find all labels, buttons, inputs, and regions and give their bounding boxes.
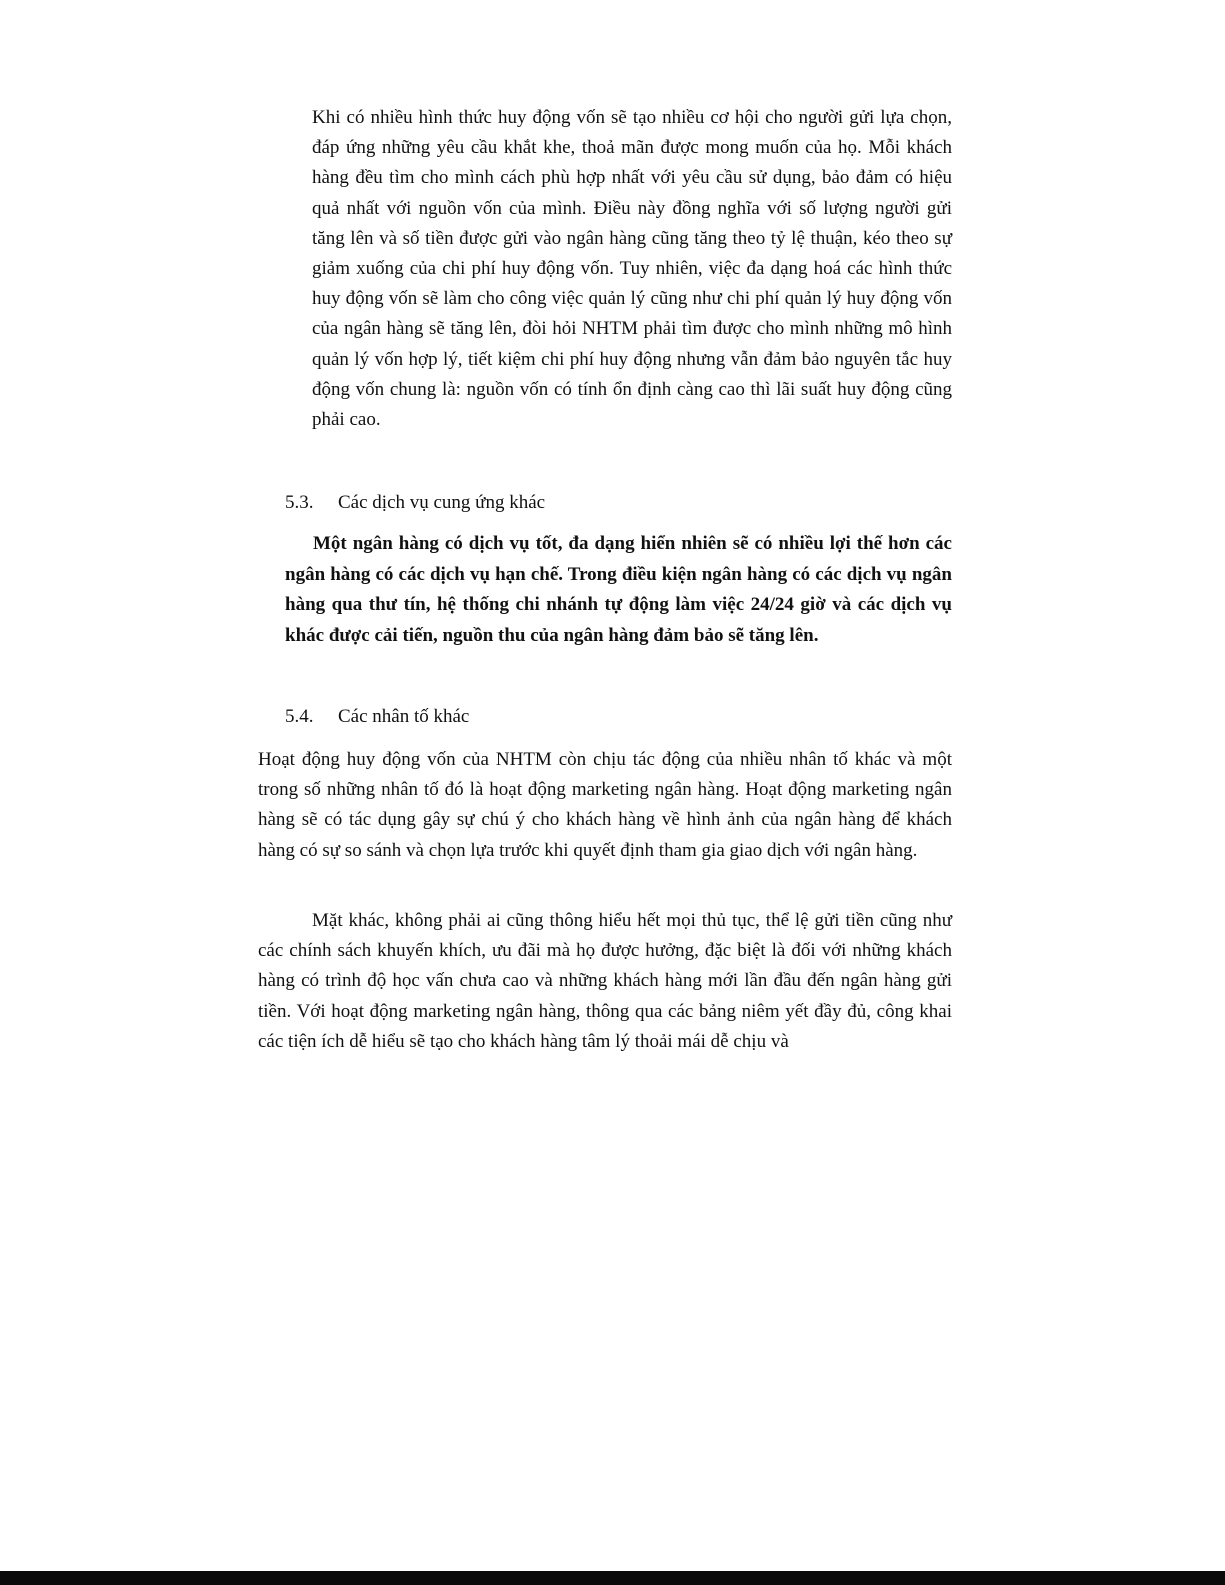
- section-5-3-paragraph: Một ngân hàng có dịch vụ tốt, đa dạng hiển nhiên sẽ có nhiều lợi thế hơn các ngân hàng có các dịch vụ hạn chế. Trong điều kiện ngân hàng có các dịch vụ ngân hàng qua thư tín, hệ thống chi nhánh tự động làm việc 24/24 giờ và các dịch vụ khác được cải tiến, nguồn thu của ngân hàng đảm bảo sẽ tăng lên.: [285, 533, 952, 646]
- section-5-4-paragraph-1: Hoạt động huy động vốn của NHTM còn chịu tác động của nhiều nhân tố khác và một trong số những nhân tố đó là hoạt động marketing ngân hàng. Hoạt động marketing ngân hàng sẽ có tác dụng gây sự chú ý cho khách hàng về hình ảnh của ngân hàng để khách hàng có sự so sánh và chọn lựa trước khi quyết định tham gia giao dịch với ngân hàng.: [258, 749, 952, 861]
- section-5-4-title: Các nhân tố khác: [338, 706, 470, 727]
- section-5-4-paragraph-2: Mặt khác, không phải ai cũng thông hiểu hết mọi thủ tục, thể lệ gửi tiền cũng như các chính sách khuyến khích, ưu đãi mà họ được hưởng, đặc biệt là đối với những khách hàng có trình độ học vấn chưa cao và những khách hàng mới lần đầu đến ngân hàng gửi tiền. Với hoạt động marketing ngân hàng, thông qua các bảng niêm yết đầy đủ, công khai các tiện ích dễ hiểu sẽ tạo cho khách hàng tâm lý thoải mái dễ chịu và: [258, 910, 952, 1052]
- section-5-3-title: Các dịch vụ cung ứng khác: [338, 492, 546, 513]
- section-5-3-heading: [285, 488, 545, 518]
- section-5-4-number: 5.4.: [285, 706, 314, 727]
- intro-paragraph: Khi có nhiều hình thức huy động vốn sẽ tạo nhiều cơ hội cho người gửi lựa chọn, đáp ứng những yêu cầu khắt khe, thoả mãn được mong muốn của họ. Mỗi khách hàng đều tìm cho mình cách phù hợp nhất với yêu cầu sử dụng, bảo đảm có hiệu quả nhất với nguồn vốn của mình. Điều này đồng nghĩa với số lượng người gửi tăng lên và số tiền được gửi vào ngân hàng cũng tăng theo tỷ lệ thuận, kéo theo sự giảm xuống của chi phí huy động vốn. Tuy nhiên, việc đa dạng hoá các hình thức huy động vốn sẽ làm cho công việc quản lý cũng như chi phí quản lý huy động vốn của ngân hàng sẽ tăng lên, đòi hỏi NHTM phải tìm được cho mình những mô hình quản lý vốn hợp lý, tiết kiệm chi phí huy động nhưng vẫn đảm bảo nguyên tắc huy động vốn chung là: nguồn vốn có tính ổn định càng cao thì lãi suất huy động cũng phải cao.: [312, 107, 952, 431]
- section-5-4-heading: [285, 702, 469, 732]
- bottom-border-bar: [0, 1571, 1225, 1585]
- section-5-3-number: 5.3.: [285, 492, 314, 513]
